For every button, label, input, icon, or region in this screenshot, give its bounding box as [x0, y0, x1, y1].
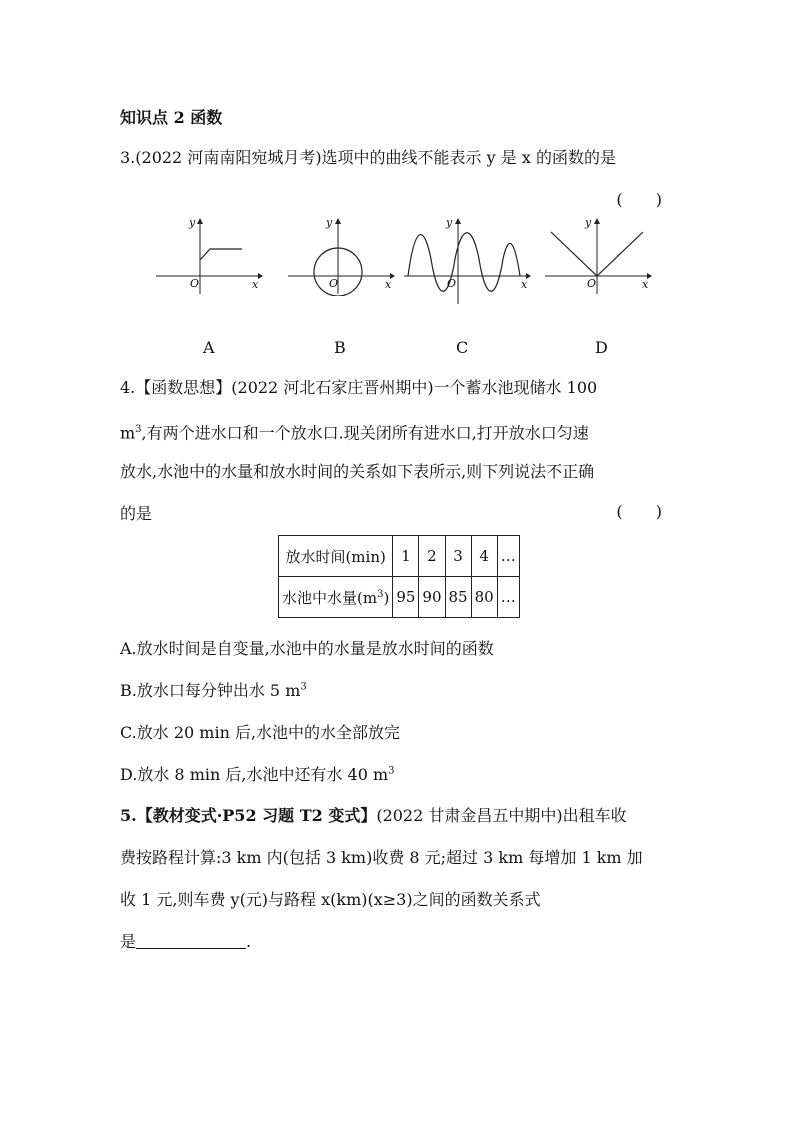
graph-c-origin: O	[447, 277, 457, 290]
curve-a	[200, 249, 242, 260]
graph-b-y-label: y	[326, 216, 333, 229]
graph-a	[154, 216, 264, 296]
q4-line-3: 放水,水池中的水量和放水时间的关系如下表所示,则下列说法不正确	[120, 462, 595, 481]
q5-line-3: 收 1 元,则车费 y(元)与路程 x(km)(x≥3)之间的函数关系式	[120, 890, 541, 909]
q5-line-2: 费按路程计算:3 km 内(包括 3 km)收费 8 元;超过 3 km 每增加 1 km 加	[120, 848, 643, 867]
graph-b	[286, 216, 396, 296]
table-cell: …	[497, 577, 519, 618]
graph-d-origin: O	[587, 277, 597, 290]
graph-c-label: C	[456, 338, 469, 357]
graph-b-origin: O	[329, 277, 339, 290]
q4-line-2	[120, 418, 676, 445]
table-cell: 95	[393, 577, 419, 618]
table-cell: 4	[471, 536, 497, 577]
graph-c	[402, 216, 532, 306]
q4-line-2-rest: ,有两个进水口和一个放水口.现关闭所有进水口,打开放水口匀速	[141, 423, 589, 443]
q4-line-1: 4.【函数思想】(2022 河北石家庄晋州期中)一个蓄水池现储水 100	[120, 378, 598, 397]
table-cell: 2	[419, 536, 445, 577]
q3-answer-paren: ( )	[616, 190, 676, 209]
q4-unit: m	[120, 423, 136, 443]
graph-d-x-label: x	[642, 278, 649, 291]
q5-tag: 5.【教材变式·P52 习题 T2 变式】	[120, 806, 377, 825]
q3-stem: 3.(2022 河南南阳宛城月考)选项中的曲线不能表示 y 是 x 的函数的是	[120, 148, 616, 167]
graph-c-y-label: y	[446, 216, 453, 229]
q4-option-b: B.放水口每分钟出水 5 $m^3$	[120, 681, 307, 700]
graph-a-origin: O	[190, 277, 200, 290]
q5-line-4: 是 .	[120, 932, 252, 951]
q4-unit-sup: 3	[135, 424, 142, 435]
graph-b-x-label: x	[385, 278, 392, 291]
table-row	[279, 536, 520, 577]
q4-option-a: A.放水时间是自变量,水池中的水量是放水时间的函数	[120, 639, 494, 658]
table-cell: 85	[445, 577, 471, 618]
table-header-time: 放水时间(min)	[279, 536, 393, 577]
graph-a-label: A	[203, 338, 215, 357]
q5-line-1-rest: (2022 甘肃金昌五中期中)出租车收	[376, 806, 627, 825]
graph-a-x-label: x	[252, 278, 259, 291]
q4-option-c: C.放水 20 min 后,水池中的水全部放完	[120, 723, 401, 742]
q4-answer-paren: ( )	[616, 502, 676, 521]
table-cell: 80	[471, 577, 497, 618]
q4-data-table	[278, 535, 520, 618]
q4-line-4: 的是	[120, 504, 153, 523]
table-cell: 1	[393, 536, 419, 577]
section-heading: 知识点 2 函数	[120, 108, 223, 127]
graph-b-label: B	[334, 338, 346, 357]
graph-d-y-label: y	[585, 216, 592, 229]
graph-d-label: D	[595, 338, 608, 357]
q4-option-d: D.放水 8 min 后,水池中还有水 40 $m^3$	[120, 765, 395, 784]
table-row	[279, 577, 520, 618]
table-cell: 90	[419, 577, 445, 618]
answer-blank[interactable]	[136, 932, 246, 949]
curve-c	[408, 233, 520, 292]
table-header-volume: 水池中水量$(m^3)$	[279, 577, 393, 618]
q5-line-1	[120, 804, 676, 828]
table-cell: 3	[445, 536, 471, 577]
graph-c-x-label: x	[521, 278, 528, 291]
graph-a-y-label: y	[189, 216, 196, 229]
graph-d	[543, 216, 653, 296]
table-cell: …	[497, 536, 519, 577]
